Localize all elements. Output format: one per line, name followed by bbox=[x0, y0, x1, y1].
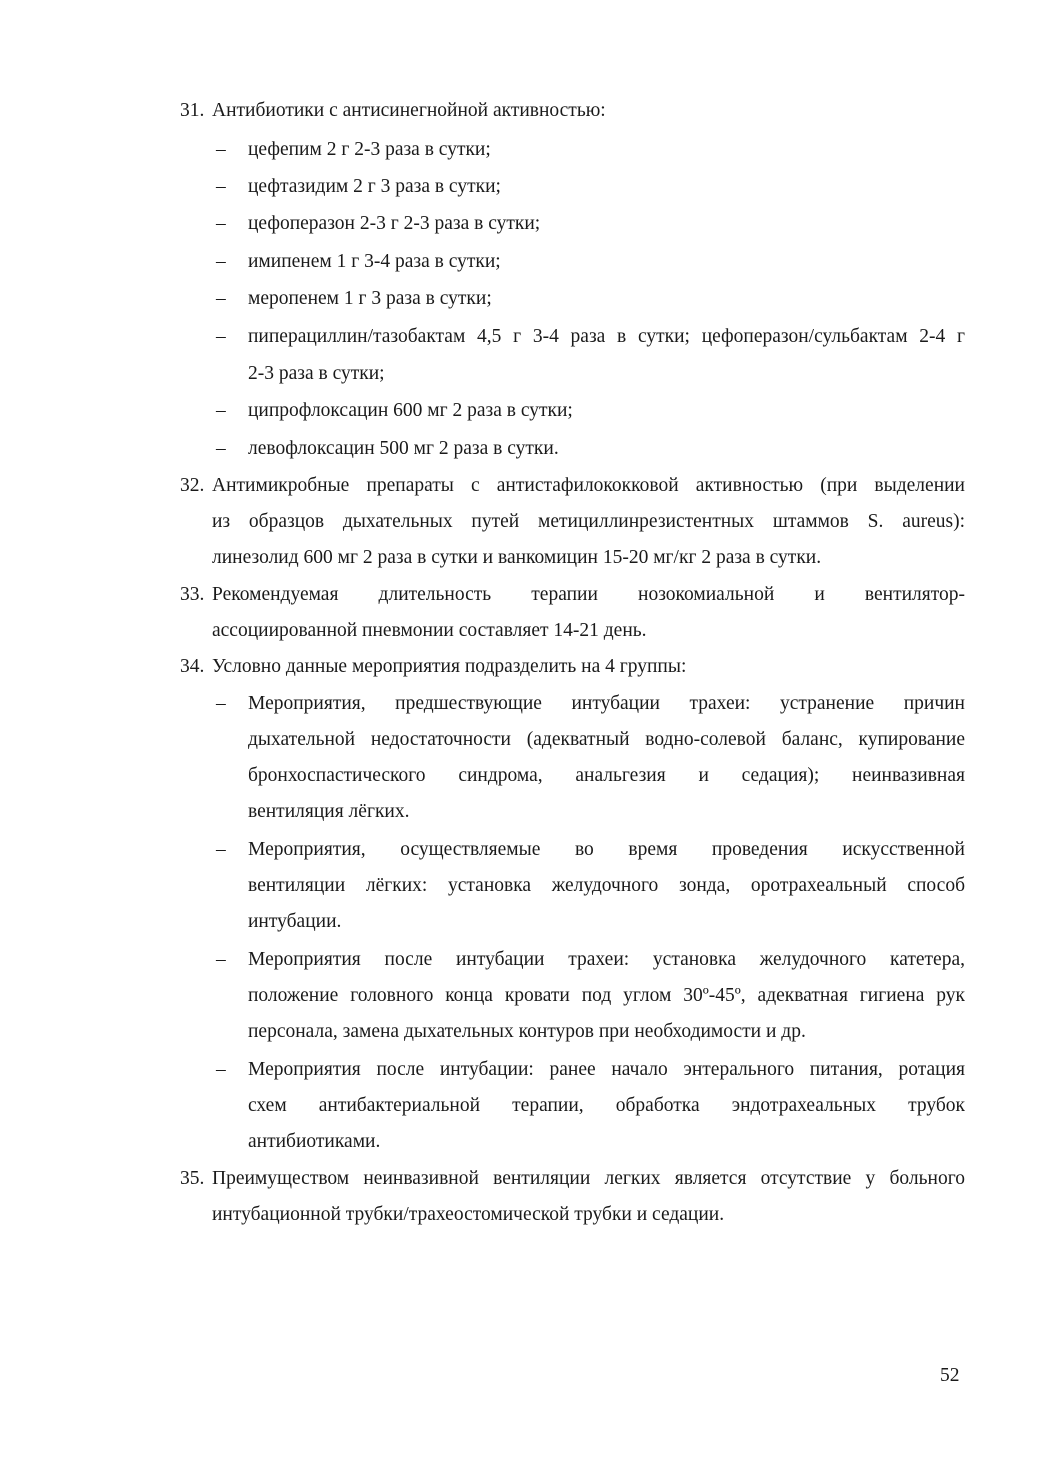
item-35-line-2: интубационной трубки/трахеостомической трубки и седации. bbox=[212, 1204, 725, 1225]
item-31-bullet-4: имипенем 1 г 3-4 раза в сутки; bbox=[248, 251, 501, 272]
bullet-dash: – bbox=[216, 251, 226, 272]
item-32-line-2: из образцов дыхательных путей метициллинрезистентных штаммов S. aureus): bbox=[212, 511, 965, 532]
bullet-dash: – bbox=[216, 176, 226, 197]
item-35-line-1: Преимуществом неинвазивной вентиляции легких является отсутствие у больного bbox=[212, 1168, 965, 1189]
item-34-group-1-line-2: дыхательной недостаточности (адекватный водно-солевой баланс, купирование bbox=[248, 729, 965, 750]
item-31-bullet-8: левофлоксацин 500 мг 2 раза в сутки. bbox=[248, 438, 559, 459]
item-31-bullet-1: цефепим 2 г 2-3 раза в сутки; bbox=[248, 139, 491, 160]
item-32-line-3: линезолид 600 мг 2 раза в сутки и ванкомицин 15-20 мг/кг 2 раза в сутки. bbox=[212, 547, 822, 568]
bullet-dash: – bbox=[216, 400, 226, 421]
item-34-number: 34. bbox=[180, 656, 205, 677]
item-32-line-1: Антимикробные препараты с антистафилококковой активностью (при выделении bbox=[212, 475, 965, 496]
bullet-dash: – bbox=[216, 1059, 226, 1080]
item-34-group-1-line-3: бронхоспастического синдрома, анальгезия и седация); неинвазивная bbox=[248, 765, 965, 786]
item-34-group-1-line-4: вентиляция лёгких. bbox=[248, 801, 410, 822]
bullet-dash: – bbox=[216, 949, 226, 970]
item-31-title: Антибиотики с антисинегнойной активностью: bbox=[212, 100, 606, 121]
item-34-group-4-line-1: Мероприятия после интубации: ранее начало энтерального питания, ротация bbox=[248, 1059, 965, 1080]
item-32-number: 32. bbox=[180, 475, 205, 496]
item-34-group-3-line-2: положение головного конца кровати под углом 30º-45º, адекватная гигиена рук bbox=[248, 985, 965, 1006]
bullet-dash: – bbox=[216, 326, 226, 347]
bullet-dash: – bbox=[216, 839, 226, 860]
item-31-bullet-6-line-2: 2-3 раза в сутки; bbox=[248, 363, 385, 384]
item-31-bullet-7: ципрофлоксацин 600 мг 2 раза в сутки; bbox=[248, 400, 573, 421]
item-31-bullet-6-line-1: пиперациллин/тазобактам 4,5 г 3-4 раза в сутки; цефоперазон/сульбактам 2-4 г bbox=[248, 326, 965, 347]
item-33-line-1: Рекомендуемая длительность терапии нозокомиальной и вентилятор- bbox=[212, 584, 965, 605]
page-number: 52 bbox=[940, 1365, 960, 1386]
item-34-group-1-line-1: Мероприятия, предшествующие интубации трахеи: устранение причин bbox=[248, 693, 965, 714]
item-33-line-2: ассоциированной пневмонии составляет 14-21 день. bbox=[212, 620, 647, 641]
bullet-dash: – bbox=[216, 438, 226, 459]
bullet-dash: – bbox=[216, 213, 226, 234]
item-34-group-2-line-2: вентиляции лёгких: установка желудочного зонда, оротрахеальный способ bbox=[248, 875, 965, 896]
item-31-bullet-5: меропенем 1 г 3 раза в сутки; bbox=[248, 288, 492, 309]
bullet-dash: – bbox=[216, 139, 226, 160]
item-31-number: 31. bbox=[180, 100, 205, 121]
item-34-group-4-line-2: схем антибактериальной терапии, обработка эндотрахеальных трубок bbox=[248, 1095, 965, 1116]
bullet-dash: – bbox=[216, 288, 226, 309]
item-34-title: Условно данные мероприятия подразделить на 4 группы: bbox=[212, 656, 687, 677]
item-31-bullet-2: цефтазидим 2 г 3 раза в сутки; bbox=[248, 176, 501, 197]
item-34-group-3-line-1: Мероприятия после интубации трахеи: установка желудочного катетера, bbox=[248, 949, 965, 970]
item-34-group-2-line-3: интубации. bbox=[248, 911, 342, 932]
item-34-group-2-line-1: Мероприятия, осуществляемые во время проведения искусственной bbox=[248, 839, 965, 860]
item-33-number: 33. bbox=[180, 584, 205, 605]
item-34-group-4-line-3: антибиотиками. bbox=[248, 1131, 381, 1152]
bullet-dash: – bbox=[216, 693, 226, 714]
item-31-bullet-3: цефоперазон 2-3 г 2-3 раза в сутки; bbox=[248, 213, 541, 234]
item-34-group-3-line-3: персонала, замена дыхательных контуров при необходимости и др. bbox=[248, 1021, 806, 1042]
item-35-number: 35. bbox=[180, 1168, 205, 1189]
